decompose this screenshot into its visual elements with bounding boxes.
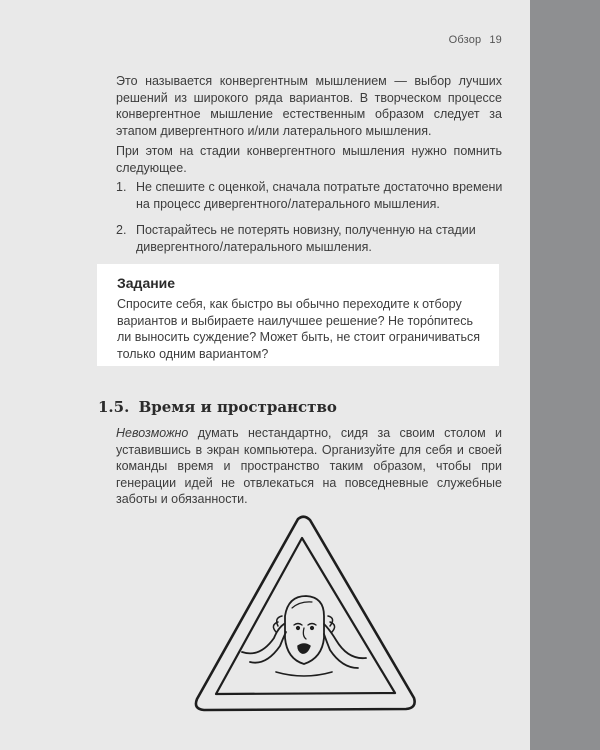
section-number: 1.5. (98, 398, 130, 416)
running-header (449, 34, 502, 46)
header-section-title: Обзор (448, 34, 482, 46)
task-text: Спросите себя, как быстро вы обычно переходите к отбору вариантов и выбираете наилучшее решение? Не торо́питесь ли выносить суждение? Может быть, не стоит ограничиваться только одним вариантом? (117, 297, 480, 361)
list-item (116, 222, 506, 255)
list-item-text: Постарайтесь не потерять новизну, полученную на стадии дивергентного/латерального мышления. (136, 223, 476, 254)
list-item-number: 2. (116, 223, 127, 237)
list-item (116, 179, 506, 212)
paragraph-body: думать нестандартно, сидя за своим столом и уставившись в экран компьютера. Организуйте для себя и своей команды время и пространство таким образом, чтобы при генерации идей не отвлекаться на повседневные служебные заботы и обязанности. (116, 426, 502, 506)
list-item-number: 1. (116, 180, 127, 194)
paragraph-time-space (116, 425, 502, 508)
page-edge-bar (530, 0, 600, 750)
section-heading (98, 398, 337, 416)
italic-lead-word: Невозможно (116, 426, 189, 440)
task-title: Задание (117, 275, 176, 291)
page-number: 19 (489, 34, 502, 46)
list-item-text: Не спешите с оценкой, сначала потратьте достаточно времени на процесс дивергентного/латерального мышления. (136, 180, 503, 211)
warning-sign-illustration (190, 512, 420, 716)
section-title: Время и пространство (138, 398, 337, 416)
paragraph-remember: При этом на стадии конвергентного мышления нужно помнить следующее. (116, 144, 502, 175)
task-callout (97, 264, 499, 366)
numbered-list (116, 179, 506, 265)
paragraph-convergent-thinking: Это называется конвергентным мышлением — выбор лучших решений из широкого ряда вариантов. В творческом процессе конвергентное мышление естественным образом следует за этапом дивергентного и/или латерального мышления. (116, 74, 502, 138)
